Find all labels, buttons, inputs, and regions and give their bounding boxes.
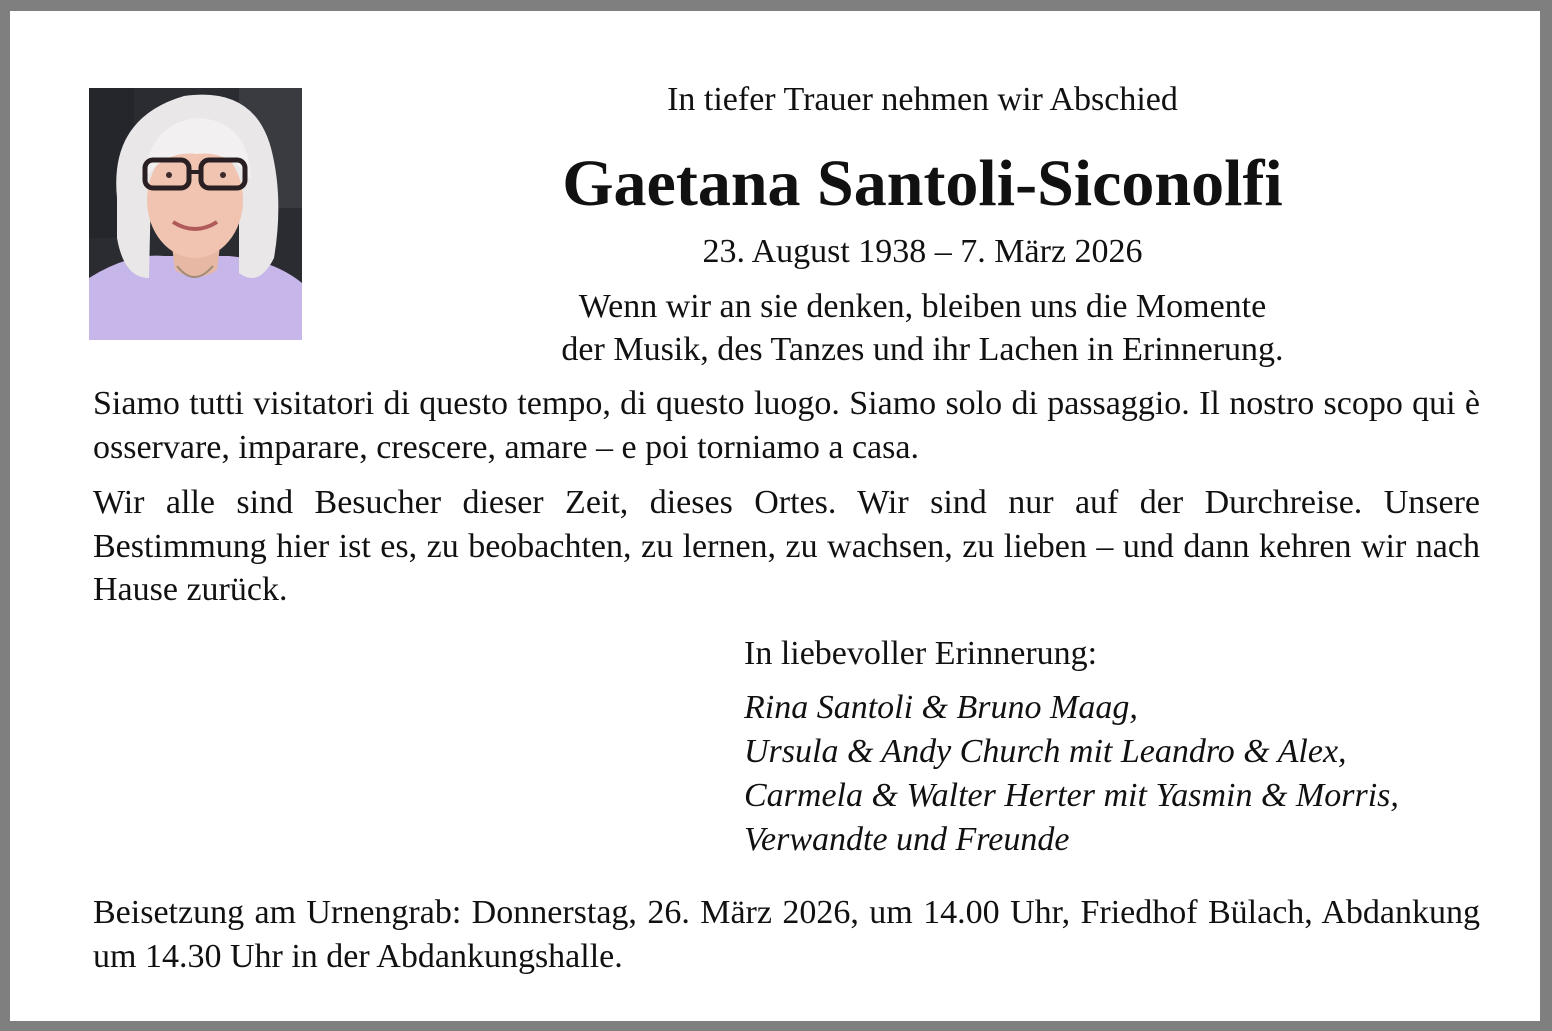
- mourner-line: Verwandte und Freunde: [744, 821, 1070, 858]
- memory-quote: [340, 285, 1505, 371]
- mourner-line: Ursula & Andy Church mit Leandro & Alex,: [744, 733, 1347, 770]
- mourner-line: Rina Santoli & Bruno Maag,: [744, 689, 1138, 726]
- memory-quote-line: Wenn wir an sie denken, bleiben uns die Momente: [578, 288, 1267, 325]
- mourner-line: Carmela & Walter Herter mit Yasmin & Morris,: [744, 777, 1399, 814]
- portrait-photo: [89, 88, 302, 340]
- life-dates: 23. August 1938 – 7. März 2026: [702, 233, 1143, 270]
- signoff-heading: In liebevoller Erinnerung:: [744, 635, 1098, 672]
- italian-paragraph: Siamo tutti visitatori di questo tempo, di questo luogo. Siamo solo di passaggio. Il nostro scopo qui è osservare, imparare, crescere, amare – e poi torniamo a casa.: [93, 385, 1480, 466]
- mourners-list: [744, 686, 1504, 862]
- deceased-name: Gaetana Santoli-Siconolfi: [562, 147, 1283, 220]
- burial-details: Beisetzung am Urnengrab: Donnerstag, 26. März 2026, um 14.00 Uhr, Friedhof Bülach, Abdankung um 14.30 Uhr in der Abdankungshalle.: [93, 894, 1480, 975]
- memory-quote-line: der Musik, des Tanzes und ihr Lachen in Erinnerung.: [561, 331, 1284, 368]
- german-paragraph: Wir alle sind Besucher dieser Zeit, dieses Ortes. Wir sind nur auf der Durchreise. Unsere Bestimmung hier ist es, zu beobachten, zu lernen, zu wachsen, zu lieben – und dann kehren wir nach Hause zurück.: [93, 484, 1480, 608]
- intro-line: In tiefer Trauer nehmen wir Abschied: [667, 81, 1178, 118]
